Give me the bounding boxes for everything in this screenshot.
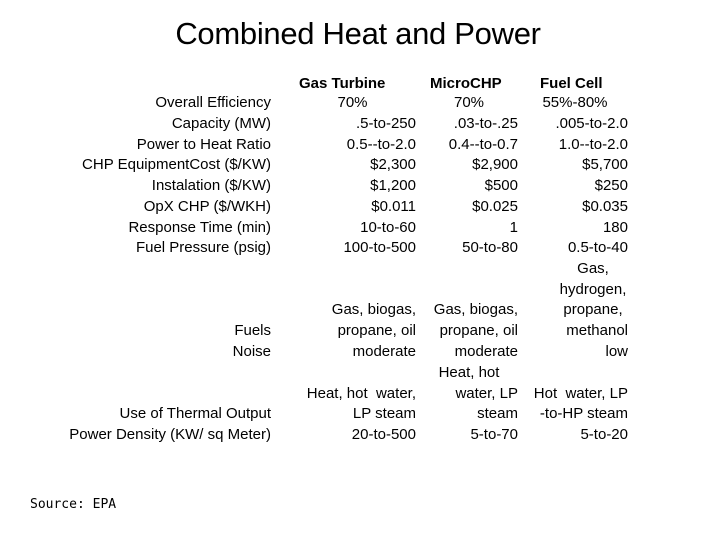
table-cell: moderate: [454, 343, 518, 360]
table-cell: $5,700: [582, 156, 628, 173]
slide-title: Combined Heat and Power: [175, 16, 541, 51]
row-label: Response Time (min): [128, 219, 271, 236]
table-cell: 55%-80%: [542, 94, 608, 111]
table-cell: 100-to-500: [343, 239, 416, 256]
table-cell: Heat, hot water,: [306, 385, 416, 402]
table-cell: 10-to-60: [360, 219, 416, 236]
table-cell: 180: [602, 219, 628, 236]
table-cell: Gas, biogas,: [433, 301, 518, 318]
table-cell: $0.035: [582, 198, 628, 215]
table-cell: 70%: [453, 94, 485, 111]
table-cell: 0.5-to-40: [567, 239, 628, 256]
table-cell: LP steam: [352, 405, 416, 422]
table-cell: 0.4--to-0.7: [448, 136, 518, 153]
table-cell: -to-HP steam: [539, 405, 628, 422]
table-cell: $1,200: [370, 177, 416, 194]
table-cell: Heat, hot: [438, 364, 500, 381]
table-cell: 5-to-20: [580, 426, 628, 443]
table-cell: 70%: [337, 94, 368, 111]
table-cell: methanol: [566, 322, 628, 339]
row-label: Overall Efficiency: [155, 94, 271, 111]
table-cell: .03-to-.25: [453, 115, 518, 132]
table-cell: $0.011: [371, 198, 416, 215]
table-cell: 5-to-70: [470, 426, 518, 443]
row-label: Fuel Pressure (psig): [135, 239, 271, 256]
table-cell: $0.025: [472, 198, 518, 215]
source-note: Source: EPA: [30, 497, 117, 512]
table-cell: propane, oil: [439, 322, 518, 339]
row-label: CHP EquipmentCost ($/KW): [82, 156, 271, 173]
row-label: Power Density (KW/ sq Meter): [69, 426, 271, 443]
row-label: OpX CHP ($/WKH): [143, 198, 271, 215]
table-cell: $2,900: [472, 156, 518, 173]
table-cell: low: [605, 343, 628, 360]
row-label: Capacity (MW): [171, 115, 271, 132]
row-label: Noise: [232, 343, 271, 360]
table-cell: hydrogen,: [559, 281, 627, 298]
table-cell: 1.0--to-2.0: [558, 136, 628, 153]
table-cell: 50-to-80: [462, 239, 518, 256]
table-cell: Gas, biogas,: [331, 301, 416, 318]
table-cell: 0.5--to-2.0: [346, 136, 416, 153]
table-cell: propane,: [563, 301, 623, 318]
table-cell: Hot water, LP: [533, 385, 628, 402]
table-cell: propane, oil: [337, 322, 416, 339]
table-cell: $500: [484, 177, 518, 194]
row-label: Use of Thermal Output: [119, 405, 271, 422]
table-cell: water, LP: [455, 385, 518, 402]
row-label: Instalation ($/KW): [151, 177, 271, 194]
table-cell: .5-to-250: [355, 115, 416, 132]
table-cell: 20-to-500: [351, 426, 416, 443]
column-header-fuel-cell: Fuel Cell: [540, 75, 603, 92]
table-cell: .005-to-2.0: [555, 115, 628, 132]
row-label: Fuels: [234, 322, 271, 339]
column-header-microchp: MicroCHP: [430, 75, 502, 92]
table-cell: 1: [509, 219, 518, 236]
column-header-gas-turbine: Gas Turbine: [299, 75, 386, 92]
table-cell: steam: [477, 405, 518, 422]
table-cell: $2,300: [370, 156, 416, 173]
table-cell: moderate: [352, 343, 416, 360]
table-cell: $250: [594, 177, 628, 194]
row-label: Power to Heat Ratio: [136, 136, 271, 153]
table-cell: Gas,: [577, 260, 609, 277]
